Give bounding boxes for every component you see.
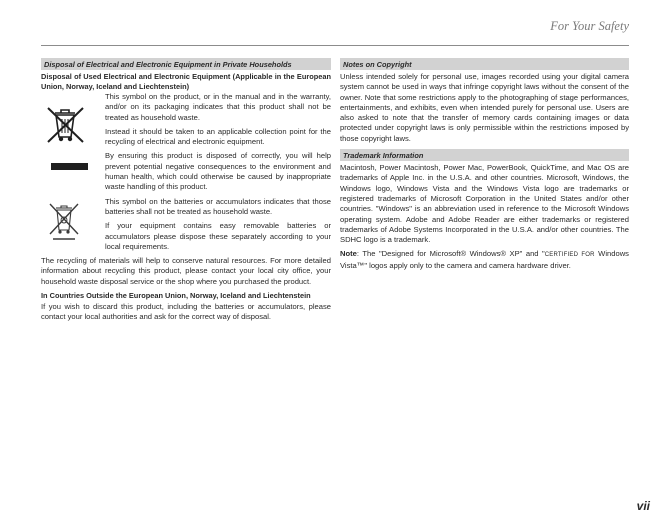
weee-paragraph-2: Instead it should be taken to an applicable collection point for the recycling of electrical and electronic equipment.: [105, 126, 331, 147]
weee-block: [41, 92, 331, 197]
disposal-subheading: Disposal of Used Electrical and Electronic Equipment (Applicable in the European Union, Norway, Iceland and Liechtenstein): [41, 72, 331, 91]
weee-paragraph-3: By ensuring this product is disposed of correctly, you will help prevent potential negative consequences to the environment and human health, which could otherwise be caused by inappropriate waste handling of this product.: [105, 151, 331, 192]
crossed-out-wheeled-bin-icon: [42, 105, 90, 145]
header-divider: [41, 45, 629, 46]
battery-block: [41, 197, 331, 256]
trademark-paragraph: Macintosh, Power Macintosh, Power Mac, PowerBook, QuickTime, and Mac OS are trademarks of Apple Inc. in the U.S.A. and other countries. Microsoft, Windows, the Windows logo, Windows Vista and the Windows Vista logo are trademarks or registered trademarks of Microsoft Corporation in the United States and/or other countries. "Windows" is an abbreviation used in reference to the Microsoft Windows operating system. Adobe and Adobe Reader are either trademarks or registered trademarks of Adobe Systems Incorporated in the U.S.A. and/or other countries. The SDHC logo is a trademark.: [340, 163, 629, 245]
weee-icon-cell: [41, 92, 105, 170]
note-label: Note: [340, 249, 357, 259]
left-column: [41, 58, 331, 322]
outside-eu-paragraph: If you wish to discard this product, including the batteries or accumulators, please contact your local authorities and ask for the correct way of disposal.: [41, 301, 331, 321]
weee-paragraph-1: This symbol on the product, or in the manual and in the warranty, and/or on its packaging indicates that this product shall not be treated as household waste.: [105, 92, 331, 122]
right-column: [340, 58, 629, 275]
note-text-part-2: Windows Vista™" logos apply only to the camera and camera hardware driver.: [340, 249, 629, 270]
page-number: vii: [636, 499, 650, 513]
battery-icon-cell: [41, 197, 105, 243]
section-title-copyright: Notes on Copyright: [340, 58, 629, 70]
weee-text: [105, 92, 331, 197]
outside-eu-subheading: In Countries Outside the European Union, Norway, Iceland and Liechtenstein: [41, 291, 311, 301]
weee-black-bar: [51, 163, 88, 170]
section-title-disposal: Disposal of Electrical and Electronic Equipment in Private Households: [41, 58, 331, 70]
recycling-paragraph: The recycling of materials will help to conserve natural resources. For more detailed information about recycling this product, please contact your local city office, your household waste disposal service or the shop where you purchased the product.: [41, 256, 331, 286]
note-text-part-1: : The "Designed for Microsoft® Windows® XP" and ": [356, 249, 545, 259]
battery-crossed-out-bin-icon: [45, 201, 83, 243]
battery-paragraph-2: If your equipment contains easy removable batteries or accumulators please dispose these separately according to your local requirements.: [105, 221, 331, 251]
battery-text: [105, 197, 331, 256]
running-header: For Your Safety: [550, 19, 629, 33]
section-title-trademark: Trademark Information: [340, 149, 629, 161]
copyright-paragraph: Unless intended solely for personal use, images recorded using your digital camera system cannot be used in ways that infringe copyright laws without the consent of the owner. Note that some restrictions apply to the photographing of stage performances, entertainments, and exhibits, even when intended purely for personal use. Users are also asked to note that the transfer of memory cards containing images or data protected under copyright laws is only permissible within the restrictions imposed by those copyright laws.: [340, 72, 629, 143]
note-certified-for: CERTIFIED FOR: [544, 252, 595, 259]
battery-paragraph-1: This symbol on the batteries or accumulators indicates that those batteries shall not be treated as household waste.: [105, 196, 331, 216]
note-paragraph: [340, 249, 629, 271]
